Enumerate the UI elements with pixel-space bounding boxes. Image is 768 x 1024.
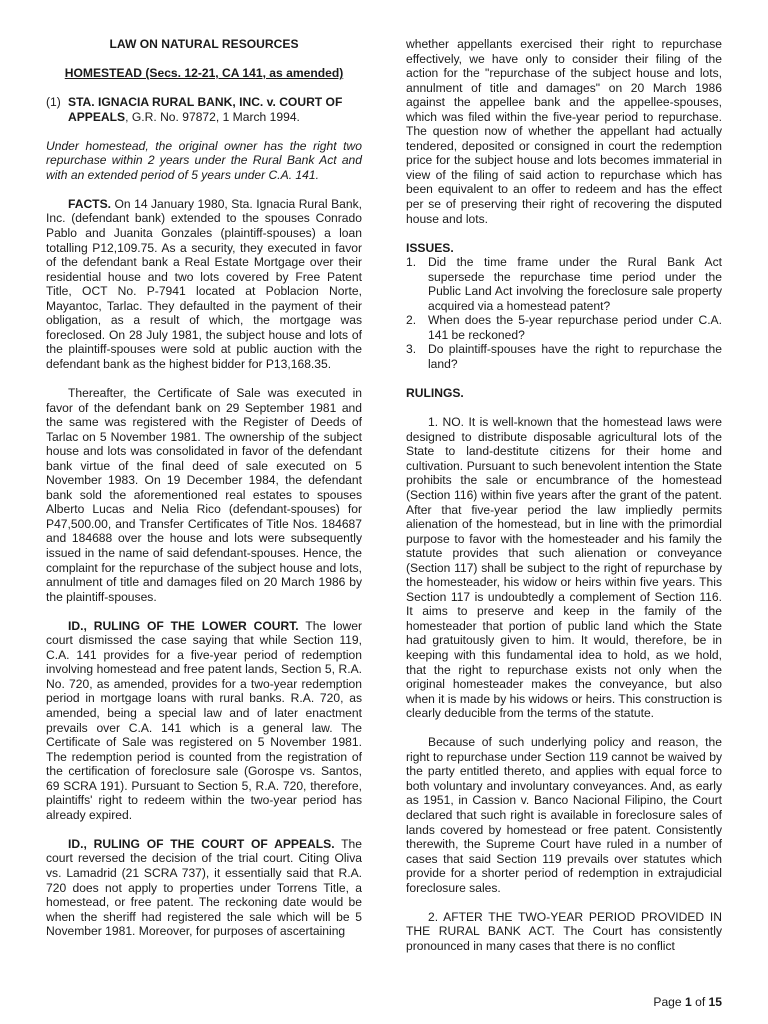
case-heading: [46, 95, 362, 124]
ruling-2-paragraph: 2. AFTER THE TWO-YEAR PERIOD PROVIDED IN THE RURAL BANK ACT. The Court has consistently pronounced in many cases that there is no conflict: [406, 909, 722, 953]
court-of-appeals-paragraph: [46, 837, 362, 939]
issues-heading: ISSUES.: [406, 240, 454, 255]
issue-item: [406, 313, 722, 342]
court-of-appeals-continued: whether appellants exercised their right to repurchase effectively, we have only to consider their filing of the action for the "repurchase of the subject house and lots, annulment of title and damages" on 20 March 1986 against the appellee bank and the appellee-spouses, which was filed within the five-year period to repurchase. The question now of whether the appellant had actually tendered, deposited or consigned in court the redemption price for the subject house and lots becomes immaterial in view of the filing of said action to repurchase which has been equivalent to an offer to redeem and has the effect per se of preserving their right of recovering the disputed house and lots.: [406, 37, 722, 226]
issue-item: [406, 342, 722, 371]
rulings-heading: RULINGS.: [406, 386, 464, 401]
case-citation: , G.R. No. 97872, 1 March 1994.: [125, 109, 300, 124]
case-title: [68, 95, 362, 124]
left-column: [46, 37, 362, 953]
court-of-appeals-label: ID., RULING OF THE COURT OF APPEALS.: [68, 836, 335, 851]
total-pages: 15: [708, 995, 722, 1009]
issue-number: 2.: [406, 313, 417, 328]
facts-text: On 14 January 1980, Sta. Ignacia Rural Bank, Inc. (defendant bank) extended to the spouses Conrado Pablo and Juanita Gonzales (plaintiff-spouses) a loan totalling P12,109.75. As a security, they executed in favor of the defendant bank a Real Estate Mortgage over their residential house and two lots covered by Free Patent Title, OCT No. P-7941 located at Poblacion Norte, Mayantoc, Tarlac. They defaulted in the payment of their obligation, as a result of which, the mortgage was foreclosed. On 28 July 1981, the subject house and lots of the plaintiff-spouses were sold at public auction with the defendant bank as the highest bidder for P13,168.35.: [46, 196, 362, 371]
right-column: [406, 37, 722, 968]
issue-number: 1.: [406, 255, 417, 270]
page-label: Page: [653, 995, 685, 1009]
court-of-appeals-text: The court reversed the decision of the trial court. Citing Oliva vs. Lamadrid (21 SCRA 737), it essentially said that R.A. 720 does not apply to properties under Torrens Title, a homestead, or free patent. The reckoning date would be when the sheriff had registered the sale which will be 5 November 1981. Moreover, for purposes of ascertaining: [46, 836, 363, 939]
issues-list: [406, 255, 722, 371]
page-of-label: of: [691, 995, 709, 1009]
case-summary: Under homestead, the original owner has the right two repurchase within 2 years under the Rural Bank Act and with an extended period of 5 years under C.A. 141.: [46, 138, 362, 182]
document-title: LAW ON NATURAL RESOURCES: [109, 37, 299, 51]
lower-court-label: ID., RULING OF THE LOWER COURT.: [68, 618, 299, 633]
case-number: (1): [46, 95, 61, 110]
facts-continued-paragraph: Thereafter, the Certificate of Sale was executed in favor of the defendant bank on 29 September 1981 and the same was registered with the Register of Deeds of Tarlac on 5 November 1981. The ownership of the subject house and lots was consolidated in favor of the defendant bank virtue of the final deed of sale executed on 5 November 1983. On 19 December 1984, the defendant bank sold the aforementioned real estates to spouses Alberto Lucas and Nelia Rico (defendant-spouses) for P47,500.00, and Transfer Certificates of Title Nos. 184687 and 184688 over the house and lots were subsequently issued in the name of said defendant-spouses. Hence, the complaint for the repurchase of the subject house and lots, annulment of title and damages filed on 20 March 1986 by the plaintiff-spouses.: [46, 385, 362, 604]
case-name: STA. IGNACIA RURAL BANK, INC. v. COURT OF APPEALS: [68, 95, 343, 124]
page-number: [653, 995, 722, 1009]
facts-paragraph: [46, 197, 362, 372]
lower-court-paragraph: [46, 619, 362, 823]
issue-number: 3.: [406, 342, 417, 357]
issue-item: [406, 255, 722, 313]
ruling-1-paragraph: 1. NO. It is well-known that the homestead laws were designed to distribute disposable agricultural lots of the State to land-destitute citizens for their home and cultivation. Pursuant to such benevolent intention the State prohibits the sale or encumbrance of the homestead (Section 116) within five years after the grant of the patent. After that five-year period the law impliedly permits alienation of the homestead, but in line with the primordial purpose to favor with the homesteader and his family the statute provides that such alienation or conveyance (Section 117) shall be subject to the right of repurchase by the homesteader, his widow or heirs within five years. This Section 117 is undoubtedly a complement of Section 116. It aims to preserve and keep in the family of the homesteader that portion of public land which the State had gratuitously given to him. It would, therefore, be in keeping with this fundamental idea to hold, as we hold, that the right to repurchase exists not only when the original homesteader makes the conveyance, but also when it is made by his widows or heirs. This construction is clearly deducible from the terms of the statute.: [406, 415, 722, 721]
issue-text: Do plaintiff-spouses have the right to repurchase the land?: [428, 342, 722, 372]
issue-text: Did the time frame under the Rural Bank Act supersede the repurchase time period under the Public Land Act involving the foreclosure sale property acquired via a homestead patent?: [428, 255, 722, 313]
issue-text: When does the 5-year repurchase period under C.A. 141 be reckoned?: [428, 313, 722, 342]
ruling-1-continued-paragraph: Because of such underlying policy and reason, the right to repurchase under Section 119 cannot be waived by the party entitled thereto, and applies with equal force to both voluntary and involuntary conveyances. And, as early as 1951, in Cassion v. Banco Nacional Filipino, the Court declared that such right is available in foreclosure sales of lands covered by homestead or free patent. Consistently therewith, the Supreme Court have ruled in a number of cases that said Section 119 prevails over statutes which provide for a shorter period of redemption in extrajudicial foreclosure sales.: [406, 735, 722, 895]
section-subtitle: HOMESTEAD (Secs. 12-21, CA 141, as amended): [64, 66, 344, 81]
lower-court-text: The lower court dismissed the case saying that while Section 119, C.A. 141 provides for a five-year period of redemption involving homestead and free patent lands, Section 5, R.A. No. 720, as amended, provides for a two-year redemption period in mortgage loans with rural banks. R.A. 720, as amended, being a special law and of later enactment prevails over C.A. 141 which is a general law. The Certificate of Sale was registered on 5 November 1981. The redemption period is counted from the registration of the certification of foreclosure sale (Gorospe vs. Santos, 69 SCRA 191). Pursuant to Section 5, R.A. 720, therefore, plaintiffs' right to redeem within the two-year period has already expired.: [46, 618, 362, 822]
current-page: 1: [685, 995, 692, 1009]
facts-label: FACTS.: [68, 196, 112, 211]
